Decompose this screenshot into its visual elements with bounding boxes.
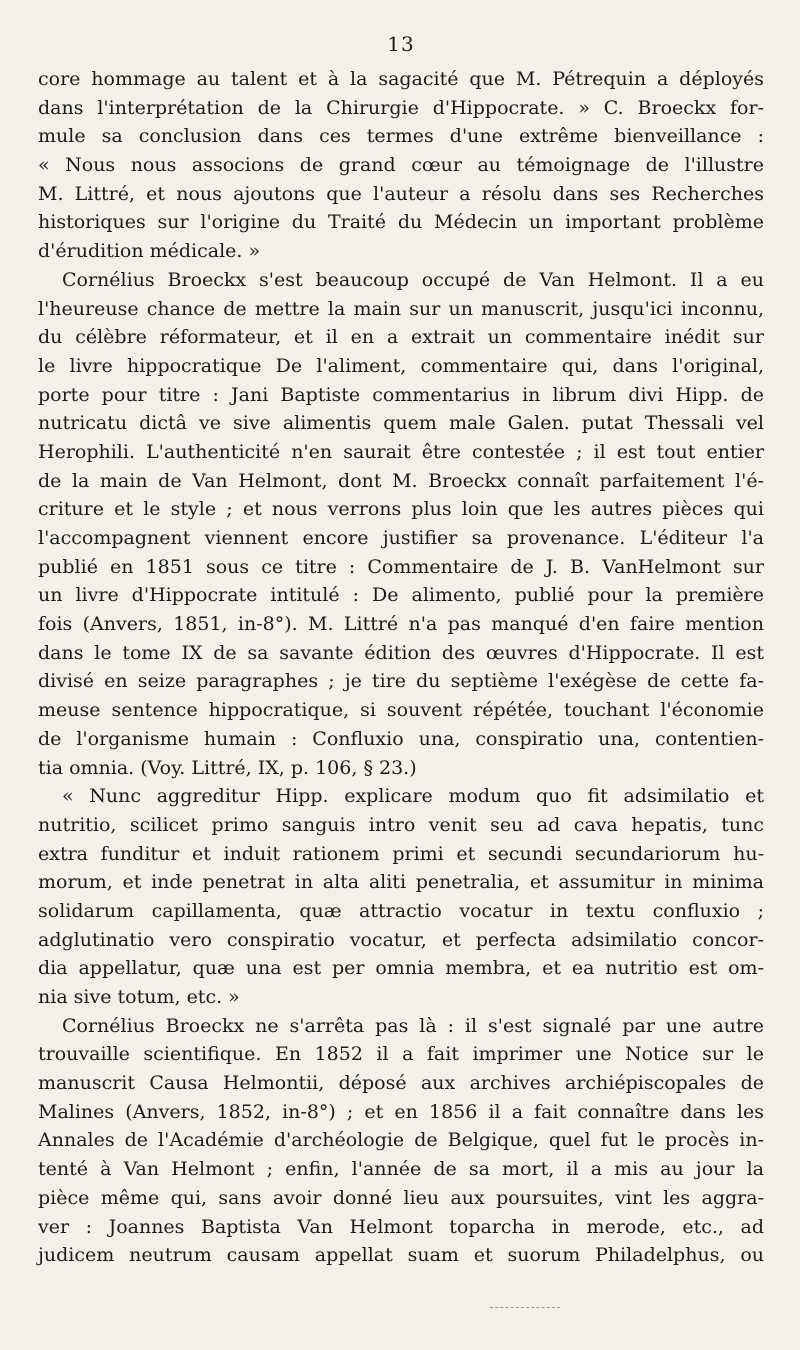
text-line: nia sive totum, etc. » [38, 986, 240, 1008]
text-line: nutricatu dictâ ve sive alimentis quem male Galen. putat Thessali vel [38, 412, 764, 435]
text-line: dans le tome IX de sa savante édition des œuvres d'Hippocrate. Il est [38, 641, 764, 664]
text-line: historiques sur l'origine du Traité du Médecin un important problème [38, 211, 764, 234]
text-line: core hommage au talent et à la sagacité que M. Pétrequin a déployés [38, 68, 764, 90]
text-line: nutritio, scilicet primo sanguis intro venit seu ad cava hepatis, tunc [38, 813, 764, 836]
text-line: dans l'interprétation de la Chirurgie d'Hippocrate. » C. Broeckx for- [38, 96, 764, 119]
text-line: adglutinatio vero conspiratio vocatur, et perfecta adsimilatio concor- [38, 928, 764, 951]
text-line: morum, et inde penetrat in alta aliti penetralia, et assumitur in minima [38, 871, 764, 894]
text-line: divisé en seize paragraphes ; je tire du septième l'exégèse de cette fa- [38, 670, 764, 693]
text-line: l'heureuse chance de mettre la main sur un manuscrit, jusqu'ici inconnu, [38, 297, 764, 320]
text-line: judicem neutrum causam appellat suam et suorum Philadelphus, ou [38, 1244, 764, 1267]
text-line: Malines (Anvers, 1852, in-8°) ; et en 1856 il a fait connaître dans les [38, 1100, 764, 1123]
page-number: 13 [387, 32, 415, 56]
bottom-rule [490, 1307, 560, 1309]
paragraph-first-line: Cornélius Broeckx s'est beaucoup occupé de Van Helmont. Il a eu [62, 268, 764, 291]
text-line: un livre d'Hippocrate intitulé : De alimento, publié pour la première [38, 584, 764, 607]
text-line: d'érudition médicale. » [38, 240, 261, 263]
text-line: « Nous nous associons de grand cœur au témoignage de l'illustre [38, 154, 764, 177]
text-line: tenté à Van Helmont ; enfin, l'année de sa mort, il a mis au jour la [38, 1158, 764, 1181]
text-line: tia omnia. (Voy. Littré, IX, p. 106, § 23.) [38, 756, 417, 779]
text-line: le livre hippocratique De l'aliment, commentaire qui, dans l'original, [38, 354, 764, 377]
text-line: solidarum capillamenta, quæ attractio vocatur in textu confluxio ; [38, 899, 764, 922]
text-line: meuse sentence hippocratique, si souvent répétée, touchant l'économie [38, 699, 764, 722]
text-line: de la main de Van Helmont, dont M. Broeckx connaît parfaitement l'é- [38, 469, 764, 492]
text-line: trouvaille scientifique. En 1852 il a fait imprimer une Notice sur le [38, 1043, 764, 1066]
paragraph-first-line: Cornélius Broeckx ne s'arrêta pas là : il s'est signalé par une autre [62, 1014, 764, 1037]
text-line: fois (Anvers, 1851, in-8°). M. Littré n'a pas manqué d'en faire mention [38, 613, 764, 636]
paragraph-first-line: « Nunc aggreditur Hipp. explicare modum quo fit adsimilatio et [62, 785, 764, 808]
text-line: M. Littré, et nous ajoutons que l'auteur a résolu dans ses Recherches [38, 182, 764, 205]
text-line: l'accompagnent viennent encore justifier sa provenance. L'éditeur l'a [38, 527, 764, 549]
text-line: publié en 1851 sous ce titre : Commentaire de J. B. VanHelmont sur [38, 555, 764, 578]
text-line: extra funditur et induit rationem primi et secundi secundariorum hu- [38, 842, 764, 865]
text-line: de l'organisme humain : Confluxio una, conspiratio una, contentien- [38, 727, 764, 750]
text-line: dia appellatur, quæ una est per omnia membra, et ea nutritio est om- [38, 957, 764, 980]
text-line: Annales de l'Académie d'archéologie de Belgique, quel fut le procès in- [38, 1129, 764, 1152]
text-line: criture et le style ; et nous verrons plus loin que les autres pièces qui [38, 498, 764, 521]
text-line: porte pour titre : Jani Baptiste commentarius in librum divi Hipp. de [38, 383, 764, 406]
text-line: ver : Joannes Baptista Van Helmont toparcha in merode, etc., ad [38, 1215, 764, 1238]
text-line: pièce même qui, sans avoir donné lieu aux poursuites, vint les aggra- [38, 1186, 764, 1209]
text-line: mule sa conclusion dans ces termes d'une extrême bienveillance : [38, 125, 764, 148]
text-line: Herophili. L'authenticité n'en saurait être contestée ; il est tout entier [38, 440, 764, 463]
text-line: du célèbre réformateur, et il en a extrait un commentaire inédit sur [38, 326, 764, 349]
text-line: manuscrit Causa Helmontii, déposé aux archives archiépiscopales de [38, 1072, 764, 1095]
